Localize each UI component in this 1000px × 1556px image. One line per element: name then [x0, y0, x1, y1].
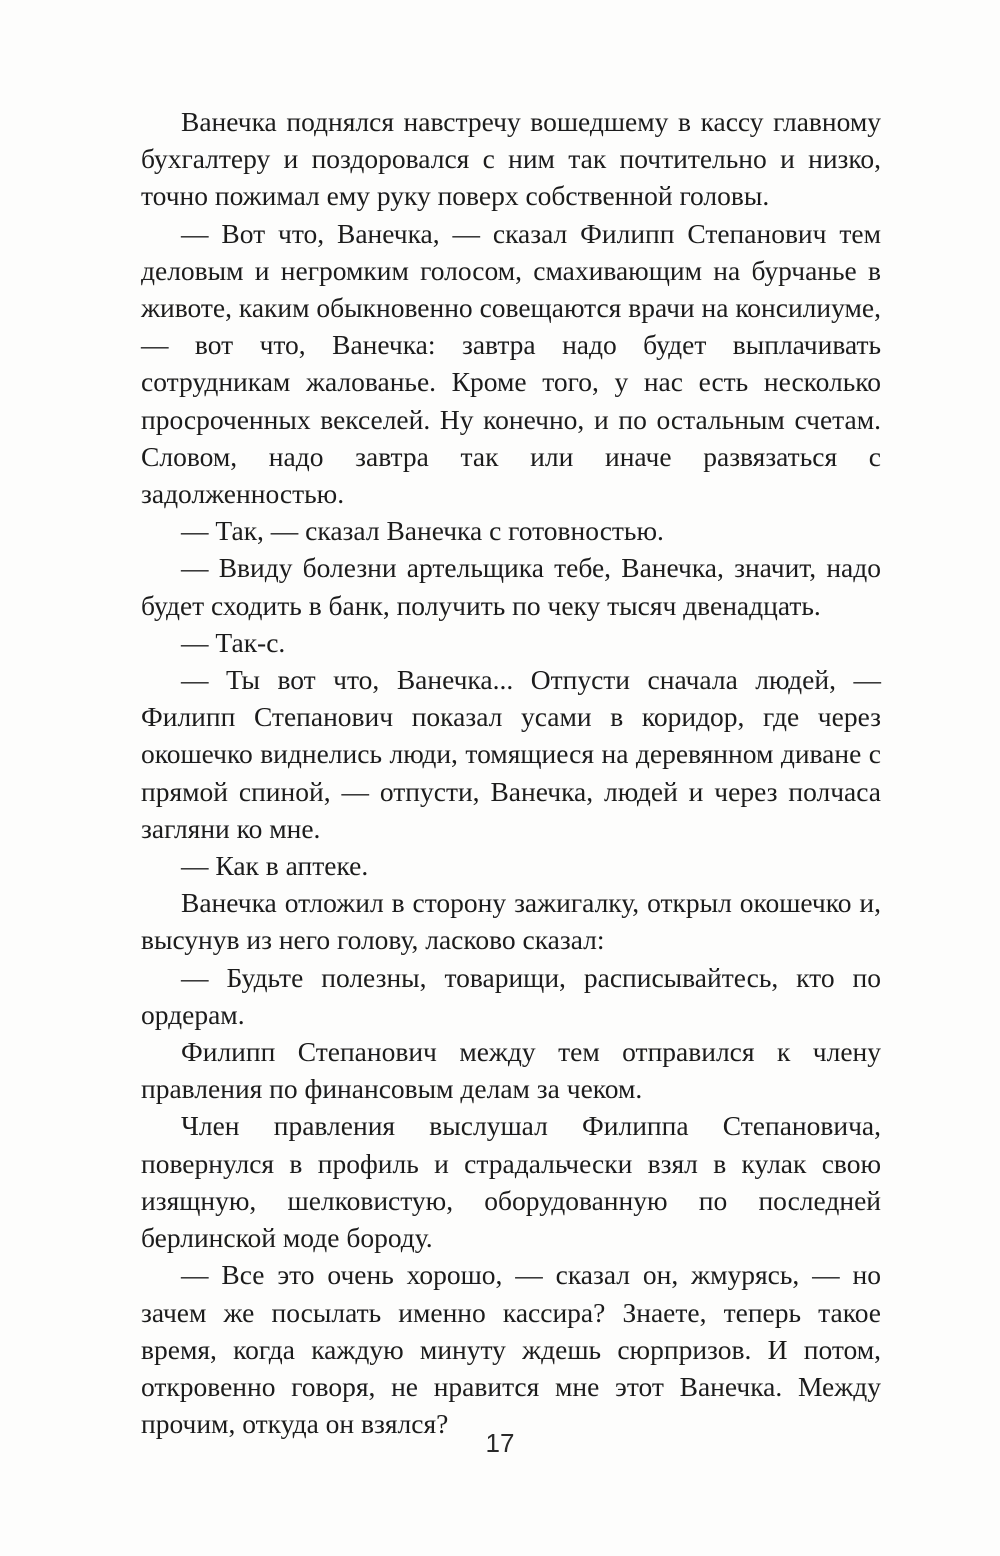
paragraph-3: — Так, — сказал Ванечка с готовностью. [181, 515, 664, 547]
paragraph-5: — Так-с. [181, 626, 286, 658]
paragraph-10: Филипп Степанович между тем отправился к члену правления по финансовым делам за чеком. [141, 1036, 881, 1105]
paragraph-2: — Вот что, Ванечка, — сказал Филипп Степанович тем деловым и негромким голосом, смахивающим на бурчанье в животе, каким обыкновенно совещаются врачи на консилиуме, — вот что, Ванечка: завтра надо будет выплачивать сотрудникам жалованье. Кроме того, у нас есть несколько просроченных векселей. Ну конечно, и по остальным счетам. Словом, надо завтра так или иначе развязаться с задолженностью. [141, 217, 881, 510]
paragraph-9: — Будьте полезны, товарищи, расписывайтесь, кто по ордерам. [141, 961, 881, 1030]
paragraph-12: — Все это очень хорошо, — сказал он, жмурясь, — но зачем же посылать именно кассира? Знаете, теперь такое время, когда каждую минуту ждешь сюрпризов. И потом, откровенно говоря, не нравится мне этот Ванечка. Между прочим, откуда он взялся? [141, 1259, 881, 1440]
paragraph-4: — Ввиду болезни артельщика тебе, Ванечка, значит, надо будет сходить в банк, получить по чеку тысяч двенадцать. [141, 552, 881, 621]
page-number: 17 [485, 1428, 515, 1458]
paragraph-7: — Как в аптеке. [181, 850, 369, 882]
paragraph-1: Ванечка поднялся навстречу вошедшему в кассу главному бухгалтеру и поздоровался с ним так почтительно и низко, точно пожимал ему руку поверх собственной головы. [141, 106, 881, 212]
paragraph-8: Ванечка отложил в сторону зажигалку, открыл окошечко и, высунув из него голову, ласково сказал: [141, 887, 881, 956]
paragraph-6: — Ты вот что, Ванечка... Отпусти сначала людей, — Филипп Степанович показал усами в коридор, где через окошечко виднелись люди, томящиеся на деревянном диване с прямой спиной, — отпусти, Ванечка, людей и через полчаса загляни ко мне. [141, 664, 881, 844]
page-text-block [141, 103, 881, 1442]
paragraph-11: Член правления выслушал Филиппа Степановича, повернулся в профиль и страдальчески взял в кулак свою изящную, шелковистую, оборудованную по последней берлинской моде бороду. [141, 1110, 881, 1254]
